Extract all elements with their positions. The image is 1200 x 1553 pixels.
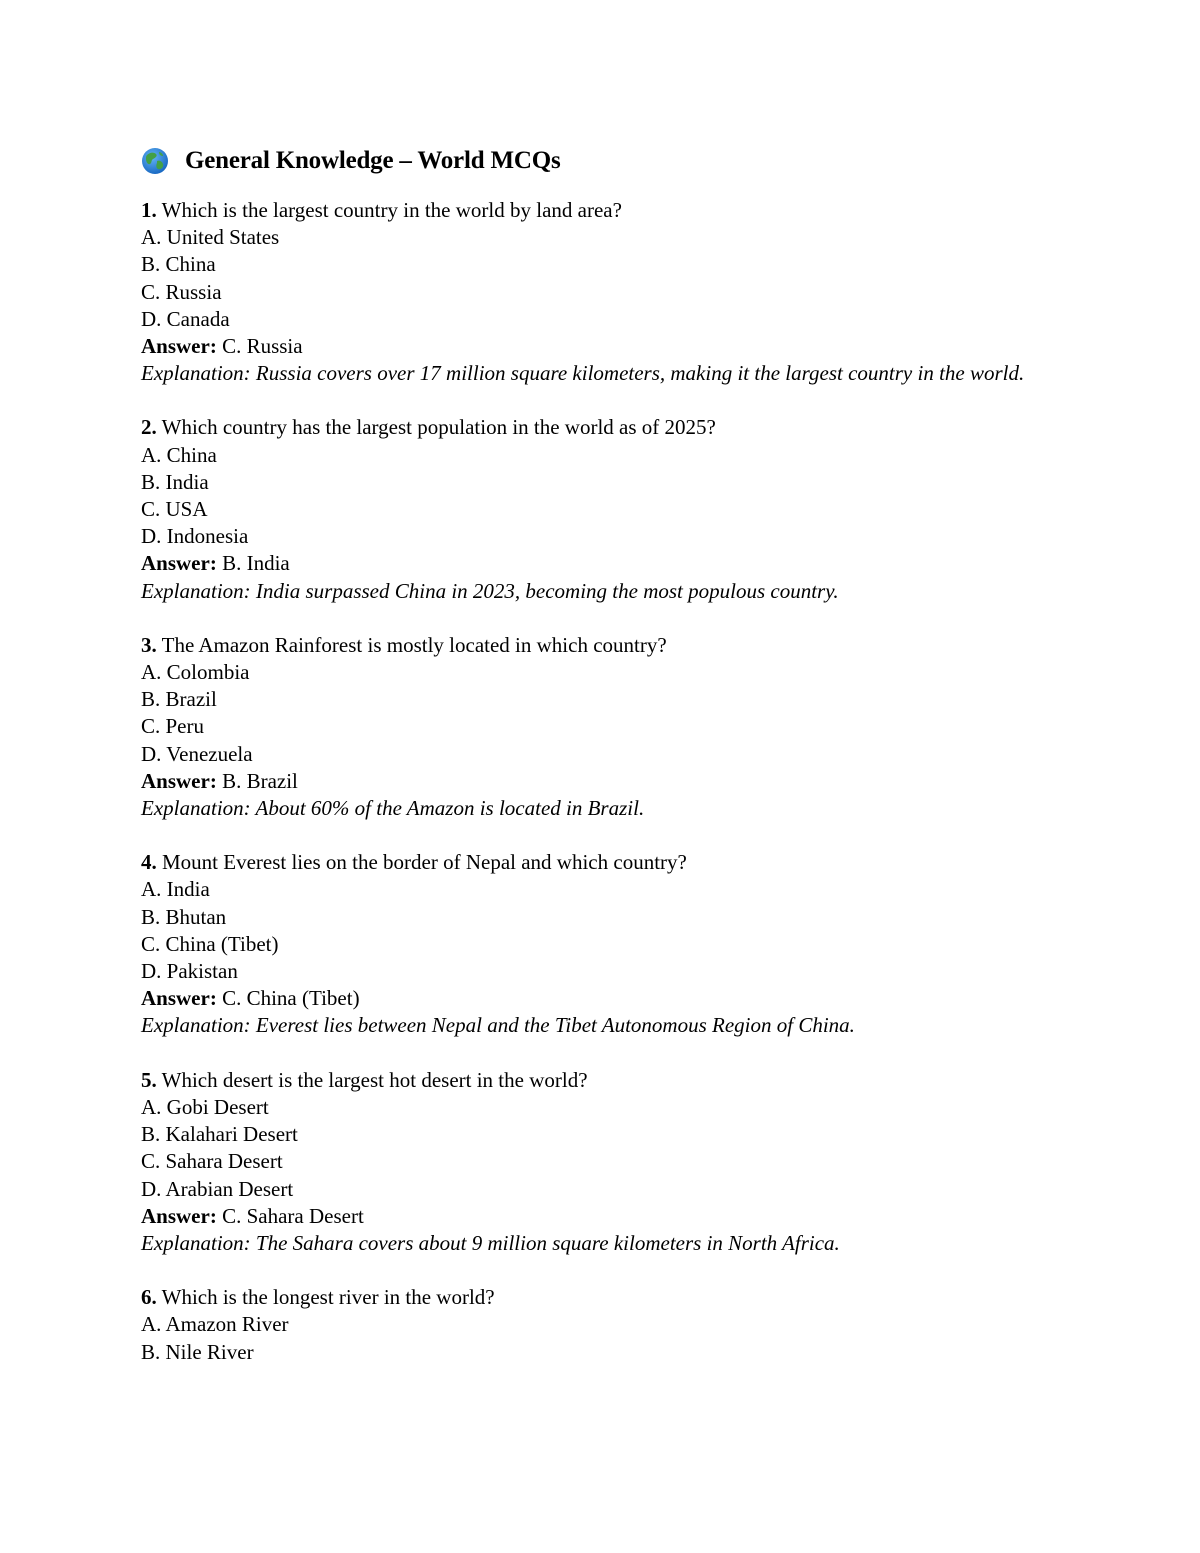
option-item: A. Colombia [141, 660, 250, 685]
option-item: A. China [141, 442, 217, 467]
question-text: Which is the longest river in the world? [161, 1285, 495, 1310]
question-list [141, 197, 1061, 1366]
question-text: The Amazon Rainforest is mostly located in which country? [161, 632, 667, 657]
option-item: C. China (Tibet) [141, 931, 279, 956]
option-item: A. United States [141, 225, 280, 250]
answer-line [141, 985, 1061, 1012]
question-block [141, 197, 1061, 387]
question-text: Which is the largest country in the world by land area? [161, 198, 622, 222]
option-item: D. Pakistan [141, 959, 238, 984]
question-number: 4. [141, 850, 157, 875]
explanation-text: Explanation: About 60% of the Amazon is located in Brazil. [141, 796, 645, 821]
option-item: B. China [141, 252, 216, 277]
option-item: D. Arabian Desert [141, 1176, 294, 1201]
title-text: General Knowledge – World MCQs [185, 147, 561, 174]
question-line [141, 849, 1061, 876]
explanation-text: Explanation: The Sahara covers about 9 million square kilometers in North Africa. [141, 1230, 840, 1255]
option-item: A. India [141, 877, 210, 902]
question-block [141, 414, 1061, 604]
option-item: D. Indonesia [141, 524, 249, 549]
question-block [141, 1067, 1061, 1257]
option-item: B. Bhutan [141, 904, 227, 929]
question-text: Mount Everest lies on the border of Nepal and which country? [162, 850, 687, 875]
question-line [141, 632, 1061, 659]
answer-value: C. Russia [222, 334, 303, 359]
question-number: 6. [141, 1285, 157, 1310]
question-text: Which desert is the largest hot desert in the world? [161, 1067, 588, 1092]
question-block [141, 1284, 1061, 1366]
question-number: 1. [141, 198, 157, 222]
option-item: D. Venezuela [141, 741, 253, 766]
answer-value: C. China (Tibet) [222, 986, 360, 1011]
option-item: C. Peru [141, 714, 204, 739]
option-item: C. Russia [141, 279, 222, 304]
option-item: B. Kalahari Desert [141, 1122, 298, 1147]
explanation-text: Explanation: Russia covers over 17 million square kilometers, making it the largest country in the world. [141, 361, 1025, 386]
question-text: Which country has the largest population in the world as of 2025? [161, 415, 716, 440]
answer-line [141, 768, 1061, 795]
question-block [141, 849, 1061, 1039]
question-block [141, 632, 1061, 822]
answer-value: B. Brazil [222, 768, 298, 793]
answer-label: Answer: [141, 1203, 217, 1228]
globe-icon [141, 147, 169, 175]
answer-value: C. Sahara Desert [222, 1203, 364, 1228]
answer-label: Answer: [141, 551, 217, 576]
question-number: 5. [141, 1067, 157, 1092]
answer-label: Answer: [141, 986, 217, 1011]
question-number: 2. [141, 415, 157, 440]
answer-label: Answer: [141, 768, 217, 793]
answer-line [141, 1203, 1061, 1230]
explanation-text: Explanation: Everest lies between Nepal and the Tibet Autonomous Region of China. [141, 1013, 855, 1038]
answer-line [141, 333, 1061, 360]
question-line [141, 197, 1061, 224]
option-item: A. Gobi Desert [141, 1094, 269, 1119]
option-item: B. India [141, 469, 209, 494]
answer-line [141, 550, 1061, 577]
question-number: 3. [141, 632, 157, 657]
answer-value: B. India [222, 551, 290, 576]
explanation-text: Explanation: India surpassed China in 2023, becoming the most populous country. [141, 578, 839, 603]
option-item: B. Brazil [141, 687, 217, 712]
option-item: A. Amazon River [141, 1312, 289, 1337]
option-item: D. Canada [141, 306, 230, 331]
question-line [141, 1284, 1061, 1311]
option-item: C. USA [141, 497, 208, 522]
answer-label: Answer: [141, 334, 217, 359]
option-item: B. Nile River [141, 1339, 254, 1364]
option-item: C. Sahara Desert [141, 1149, 283, 1174]
page-title [141, 140, 1061, 182]
question-line [141, 414, 1061, 441]
question-line [141, 1067, 1061, 1094]
document-page [141, 140, 1061, 1366]
